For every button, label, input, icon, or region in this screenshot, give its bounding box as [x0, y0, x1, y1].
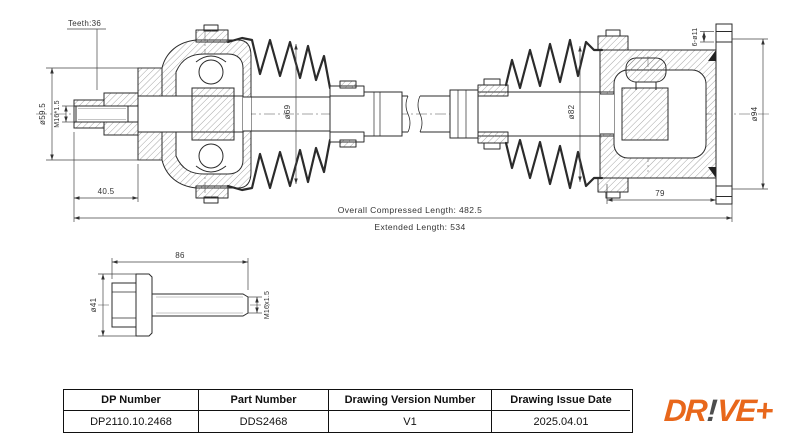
dim-stub-length: [74, 132, 138, 222]
spline-diameter-label: ø59.5: [38, 103, 47, 125]
brand-logo: [636, 388, 799, 434]
flange-holes-label: 6-ø11: [692, 27, 699, 47]
right-boot-diameter-label: ø82: [567, 104, 576, 120]
bolt-head-diameter-label: ø41: [89, 297, 98, 313]
left-boot-diameter-label: ø69: [283, 104, 292, 120]
hub-bolt-drawing: [112, 274, 248, 336]
inner-joint-length-label: 79: [655, 189, 665, 198]
bolt-thread-label: M16x1.5: [264, 290, 271, 320]
table-header-dp-number: DP Number: [64, 390, 199, 411]
table-header-issue-date: Drawing Issue Date: [492, 390, 630, 411]
inner-joint-housing: [600, 24, 732, 204]
table-header-part-number: Part Number: [199, 390, 329, 411]
table-header-drawing-version: Drawing Version Number: [329, 390, 492, 411]
stub-thread-label: M16*1.5: [54, 100, 61, 128]
part-number-value: DDS2468: [199, 411, 329, 432]
issue-date-value: 2025.04.01: [492, 411, 630, 432]
logo-text-dr: DR: [663, 393, 708, 428]
logo-exclamation: !: [705, 393, 718, 428]
stub-length-label: 40.5: [97, 187, 115, 196]
title-block: [63, 389, 633, 433]
compressed-length-label: Overall Compressed Length: 482.5: [337, 205, 483, 215]
logo-text-ve-plus: VE+: [715, 393, 774, 428]
extended-length-label: Extended Length: 534: [374, 222, 466, 232]
bolt-length-label: 86: [175, 251, 185, 260]
drawing-version-value: V1: [329, 411, 492, 432]
dim-flange-holes: [700, 32, 714, 43]
teeth-leader: [67, 29, 106, 90]
flange-diameter-label: ø94: [750, 106, 759, 122]
dp-number-value: DP2110.10.2468: [64, 411, 199, 432]
outer-cv-joint: [74, 40, 251, 188]
teeth-label: Teeth:36: [68, 19, 102, 28]
